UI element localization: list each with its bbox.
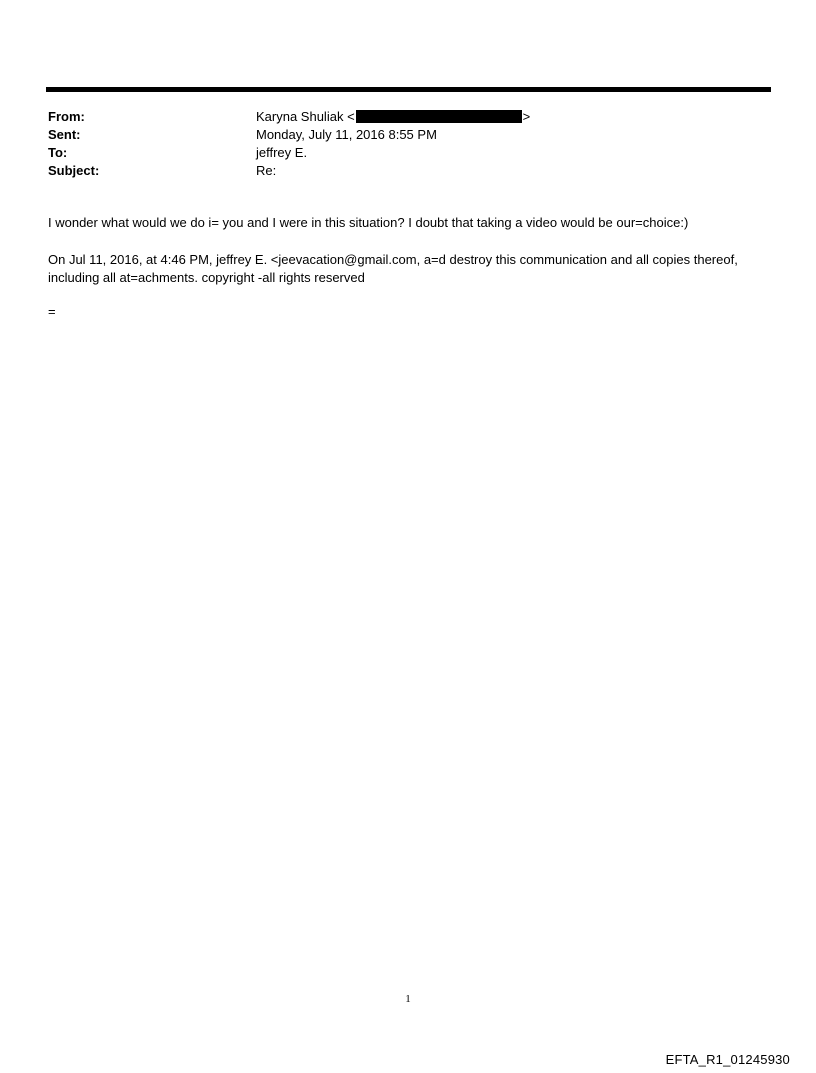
header-rule [46, 87, 771, 92]
message-paragraph-1: I wonder what would we do i= you and I were in this situation? I doubt that taking a video would be our=choice:) [48, 215, 689, 230]
email-header [48, 108, 768, 180]
subject-label: Subject: [48, 163, 100, 178]
quoted-reply-paragraph: On Jul 11, 2016, at 4:46 PM, jeffrey E. <jeevacation@gmail.com, a=d destroy this communication and all copies thereof, including all at=achments. copyright -all rights reserved [48, 252, 738, 285]
message-trailer: = [48, 304, 56, 319]
subject-value: Re: [256, 163, 277, 178]
sent-label: Sent: [48, 127, 81, 142]
bates-number: EFTA_R1_01245930 [665, 1052, 790, 1067]
from-name: Karyna Shuliak [256, 109, 344, 124]
to-row [48, 144, 768, 162]
from-open-bracket: < [347, 109, 355, 124]
from-close-bracket: > [522, 109, 531, 124]
from-value [256, 108, 530, 126]
sent-value: Monday, July 11, 2016 8:55 PM [256, 127, 437, 142]
from-label: From: [48, 109, 85, 124]
page-number: 1 [405, 993, 411, 1005]
to-label: To: [48, 145, 68, 160]
from-row [48, 108, 768, 126]
sent-row [48, 126, 768, 144]
to-value: jeffrey E. [256, 145, 308, 160]
redaction-box [356, 110, 522, 123]
subject-row [48, 162, 768, 180]
